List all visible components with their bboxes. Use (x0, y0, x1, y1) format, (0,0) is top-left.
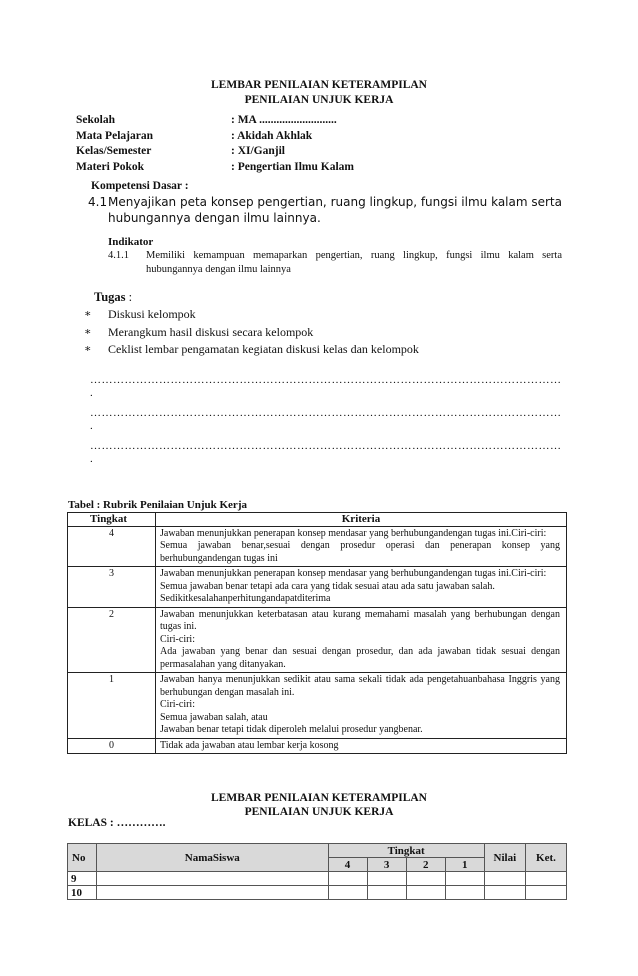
rubrik-table (67, 512, 567, 754)
level-header: 1 (445, 858, 484, 872)
level-header: 2 (406, 858, 445, 872)
nilai-cell[interactable] (484, 872, 525, 886)
col-no: No (68, 844, 97, 872)
criteria-line: Jawaban menunjukkan keterbatasan atau kurang memahami masalah yang berhubungan dengan tugas ini. (160, 608, 560, 632)
level-cell: 3 (68, 567, 156, 608)
info-school (76, 113, 337, 129)
criteria-line: Jawaban menunjukkan penerapan konsep mendasar yang berhubungandengan tugas ini.Ciri-ciri: (160, 568, 547, 579)
info-topic (76, 160, 354, 176)
tugas-colon: : (125, 290, 133, 304)
answer-line: …………………………………………………………………………………………………………… (90, 374, 562, 386)
tugas-item-text: Ceklist lembar pengamatan kegiatan diskusi kelas dan kelompok (108, 342, 419, 356)
indikator-label: Indikator (108, 236, 154, 248)
kelas-label: KELAS : …………. (68, 817, 166, 829)
info-value: : XI/Ganjil (231, 145, 285, 157)
level-cell[interactable] (445, 886, 484, 900)
answer-line-end: . (90, 453, 93, 465)
tugas-heading (94, 290, 132, 305)
criteria-line: Ciri-ciri: (160, 633, 195, 645)
level-cell: 1 (68, 673, 156, 739)
bullet-icon: ∗ (84, 325, 92, 338)
info-subject (76, 129, 312, 145)
tugas-list (84, 306, 419, 359)
info-value: : Akidah Akhlak (231, 130, 313, 142)
criteria-line: Tidak ada jawaban atau lembar kerja kosong (160, 739, 339, 751)
level-cell: 2 (68, 607, 156, 673)
tugas-item-text: Merangkum hasil diskusi secara kelompok (108, 324, 314, 339)
criteria-cell (156, 567, 567, 608)
level-cell[interactable] (367, 872, 406, 886)
col-tingkat: Tingkat (68, 513, 156, 527)
table-row (68, 673, 567, 739)
criteria-cell (156, 673, 567, 739)
level-header: 3 (367, 858, 406, 872)
table-row (68, 738, 567, 754)
name-cell[interactable] (97, 872, 328, 886)
info-class (76, 144, 285, 160)
rubrik-caption: Tabel : Rubrik Penilaian Unjuk Kerja (68, 499, 247, 511)
criteria-cell (156, 607, 567, 673)
criteria-line: Semua jawaban benar,sesuai dengan prosedur operasi dan penerapan konsep yang berhubungandengan tugas ini (160, 540, 560, 564)
name-cell[interactable] (97, 886, 328, 900)
criteria-line: Sedikitkesalahanperhitungandapatditerima (160, 593, 331, 604)
info-label: Kelas/Semester (76, 145, 152, 157)
tugas-item-text: Diskusi kelompok (108, 307, 196, 321)
answer-line-end: . (90, 387, 93, 399)
kompetensi-text-block (88, 194, 562, 226)
table-row (68, 526, 567, 567)
level-cell[interactable] (445, 872, 484, 886)
table-row (68, 872, 567, 886)
page-subtitle: PENILAIAN UNJUK KERJA (244, 94, 394, 106)
info-value: : MA ........................... (231, 114, 337, 126)
col-nilai: Nilai (484, 844, 525, 872)
indikator-number: 4.1.1 (108, 250, 129, 261)
criteria-cell (156, 526, 567, 567)
bullet-icon: ∗ (84, 308, 92, 320)
level-cell[interactable] (328, 886, 367, 900)
criteria-line: Jawaban hanya menunjukkan sedikit atau sama sekali tidak ada pengetahuanbahasa Inggris yang berhubungan dengan masalah ini. (160, 674, 560, 698)
level-cell: 0 (68, 738, 156, 754)
info-label: Materi Pokok (76, 161, 145, 173)
ket-cell[interactable] (525, 886, 566, 900)
criteria-line: Ada jawaban yang benar dan sesuai dengan prosedur, dan ada jawaban tidak sesuai dengan permasalahan yang ditanyakan. (160, 646, 560, 670)
col-kriteria: Kriteria (156, 513, 567, 527)
list-item (84, 306, 419, 324)
list-item (84, 341, 419, 359)
table-row (68, 886, 567, 900)
level-cell[interactable] (328, 872, 367, 886)
answer-line: …………………………………………………………………………………………………………… (90, 440, 562, 452)
col-nama: NamaSiswa (97, 844, 328, 872)
answer-line: …………………………………………………………………………………………………………… (90, 407, 562, 419)
sheet2-title: LEMBAR PENILAIAN KETERAMPILAN (211, 792, 427, 804)
info-label: Sekolah (76, 114, 115, 126)
row-number: 10 (68, 886, 97, 900)
info-value: : Pengertian Ilmu Kalam (231, 161, 354, 173)
bullet-icon: ∗ (84, 343, 92, 355)
level-cell[interactable] (406, 886, 445, 900)
level-cell[interactable] (406, 872, 445, 886)
nilai-table (67, 843, 567, 900)
criteria-cell (156, 738, 567, 754)
answer-line-end: . (90, 420, 93, 432)
level-cell[interactable] (367, 886, 406, 900)
kompetensi-label: Kompetensi Dasar : (91, 180, 189, 192)
criteria-line: Ciri-ciri: (160, 699, 195, 710)
list-item (84, 324, 419, 342)
level-cell: 4 (68, 526, 156, 567)
table-row (68, 607, 567, 673)
info-label: Mata Pelajaran (76, 130, 153, 142)
criteria-line: Jawaban benar tetapi tidak diperoleh melalui prosedur yangbenar. (160, 724, 423, 735)
criteria-line: Jawaban menunjukkan penerapan konsep mendasar yang berhubungandengan tugas ini.Ciri-ciri: (160, 527, 547, 539)
indikator-text: Memiliki kemampuan memaparkan pengertian, ruang lingkup, fungsi ilmu kalam serta hubungannya dengan ilmu lainnya (146, 250, 562, 275)
table-header-row (68, 844, 567, 858)
page-title: LEMBAR PENILAIAN KETERAMPILAN (211, 79, 427, 91)
level-header: 4 (328, 858, 367, 872)
kompetensi-text: Menyajikan peta konsep pengertian, ruang lingkup, fungsi ilmu kalam serta hubungannya dengan ilmu lainnya. (108, 195, 562, 225)
row-number: 9 (68, 872, 97, 886)
col-ket: Ket. (525, 844, 566, 872)
ket-cell[interactable] (525, 872, 566, 886)
criteria-line: Semua jawaban benar tetapi ada cara yang tidak sesuai atau ada satu jawaban salah. (160, 580, 495, 592)
kompetensi-number: 4.1 (88, 195, 108, 209)
tugas-label: Tugas (94, 290, 126, 304)
sheet2-subtitle: PENILAIAN UNJUK KERJA (244, 806, 394, 818)
col-tingkat: Tingkat (328, 844, 484, 858)
criteria-line: Semua jawaban salah, atau (160, 711, 268, 723)
indikator-row (108, 249, 562, 277)
table-row (68, 567, 567, 608)
nilai-cell[interactable] (484, 886, 525, 900)
table-header-row (68, 513, 567, 527)
